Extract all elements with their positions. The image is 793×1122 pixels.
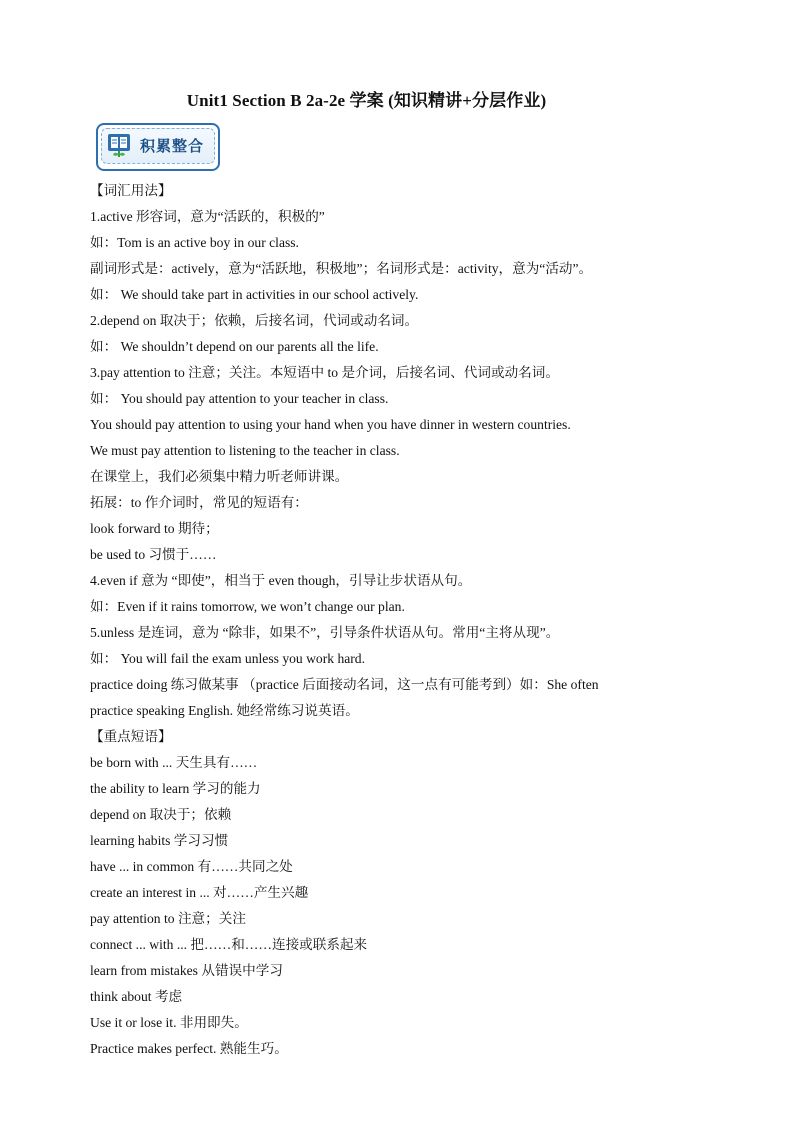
text-line: 如：Even if it rains tomorrow, we won’t change our plan. bbox=[90, 599, 405, 614]
text-line: 副词形式是：actively，意为“活跃地，积极地”；名词形式是：activity，意为“活动”。 bbox=[90, 261, 593, 276]
document-body bbox=[90, 178, 730, 1062]
book-plant-icon bbox=[106, 131, 132, 159]
phrase-item: think about 考虑 bbox=[90, 989, 183, 1004]
phrase-item: be born with ... 天生具有…… bbox=[90, 755, 258, 770]
section-heading-vocabulary: 【词汇用法】 bbox=[90, 183, 172, 198]
phrase-item: have ... in common 有……共同之处 bbox=[90, 859, 293, 874]
badge-label: 积累整合 bbox=[140, 137, 205, 155]
phrase-item: Practice makes perfect. 熟能生巧。 bbox=[90, 1041, 288, 1056]
text-line: 如： We shouldn’t depend on our parents all the life. bbox=[90, 339, 379, 354]
phrase-item: depend on 取决于；依赖 bbox=[90, 807, 232, 822]
text-line: 2.depend on 取决于；依赖，后接名词，代词或动名词。 bbox=[90, 313, 419, 328]
text-line: 1.active 形容词，意为“活跃的，积极的” bbox=[90, 209, 325, 224]
text-line: 如： You will fail the exam unless you work hard. bbox=[90, 651, 365, 666]
text-line: 4.even if 意为 “即使”，相当于 even though，引导让步状语从句。 bbox=[90, 573, 472, 588]
text-line: look forward to 期待； bbox=[90, 521, 219, 536]
section-heading-phrases: 【重点短语】 bbox=[90, 729, 172, 744]
document-title: Unit1 Section B 2a-2e 学案 (知识精讲+分层作业) bbox=[186, 91, 547, 110]
phrase-item: create an interest in ... 对……产生兴趣 bbox=[90, 885, 309, 900]
text-line: be used to 习惯于…… bbox=[90, 547, 217, 562]
text-line: 拓展：to 作介词时，常见的短语有： bbox=[90, 495, 308, 510]
phrase-item: connect ... with ... 把……和……连接或联系起来 bbox=[90, 937, 368, 952]
text-line: 如：Tom is an active boy in our class. bbox=[90, 235, 299, 250]
text-line: 5.unless 是连词，意为 “除非，如果不”，引导条件状语从句。常用“主将从现”。 bbox=[90, 625, 560, 640]
text-line: 在课堂上，我们必须集中精力听老师讲课。 bbox=[90, 469, 349, 484]
phrase-item: learn from mistakes 从错误中学习 bbox=[90, 963, 283, 978]
text-line: practice speaking English. 她经常练习说英语。 bbox=[90, 703, 359, 718]
phrase-item: learning habits 学习习惯 bbox=[90, 833, 229, 848]
text-line: 如： We should take part in activities in our school actively. bbox=[90, 287, 419, 302]
section-badge bbox=[96, 123, 220, 169]
phrase-item: Use it or lose it. 非用即失。 bbox=[90, 1015, 248, 1030]
text-line: practice doing 练习做某事 （practice 后面接动名词，这一点有可能考到）如：She often bbox=[90, 677, 599, 692]
phrase-item: pay attention to 注意；关注 bbox=[90, 911, 246, 926]
text-line: We must pay attention to listening to the teacher in class. bbox=[90, 443, 400, 458]
text-line: You should pay attention to using your hand when you have dinner in western countries. bbox=[90, 417, 571, 432]
phrase-item: the ability to learn 学习的能力 bbox=[90, 781, 261, 796]
text-line: 3.pay attention to 注意；关注。本短语中 to 是介词，后接名词、代词或动名词。 bbox=[90, 365, 559, 380]
text-line: 如： You should pay attention to your teacher in class. bbox=[90, 391, 389, 406]
